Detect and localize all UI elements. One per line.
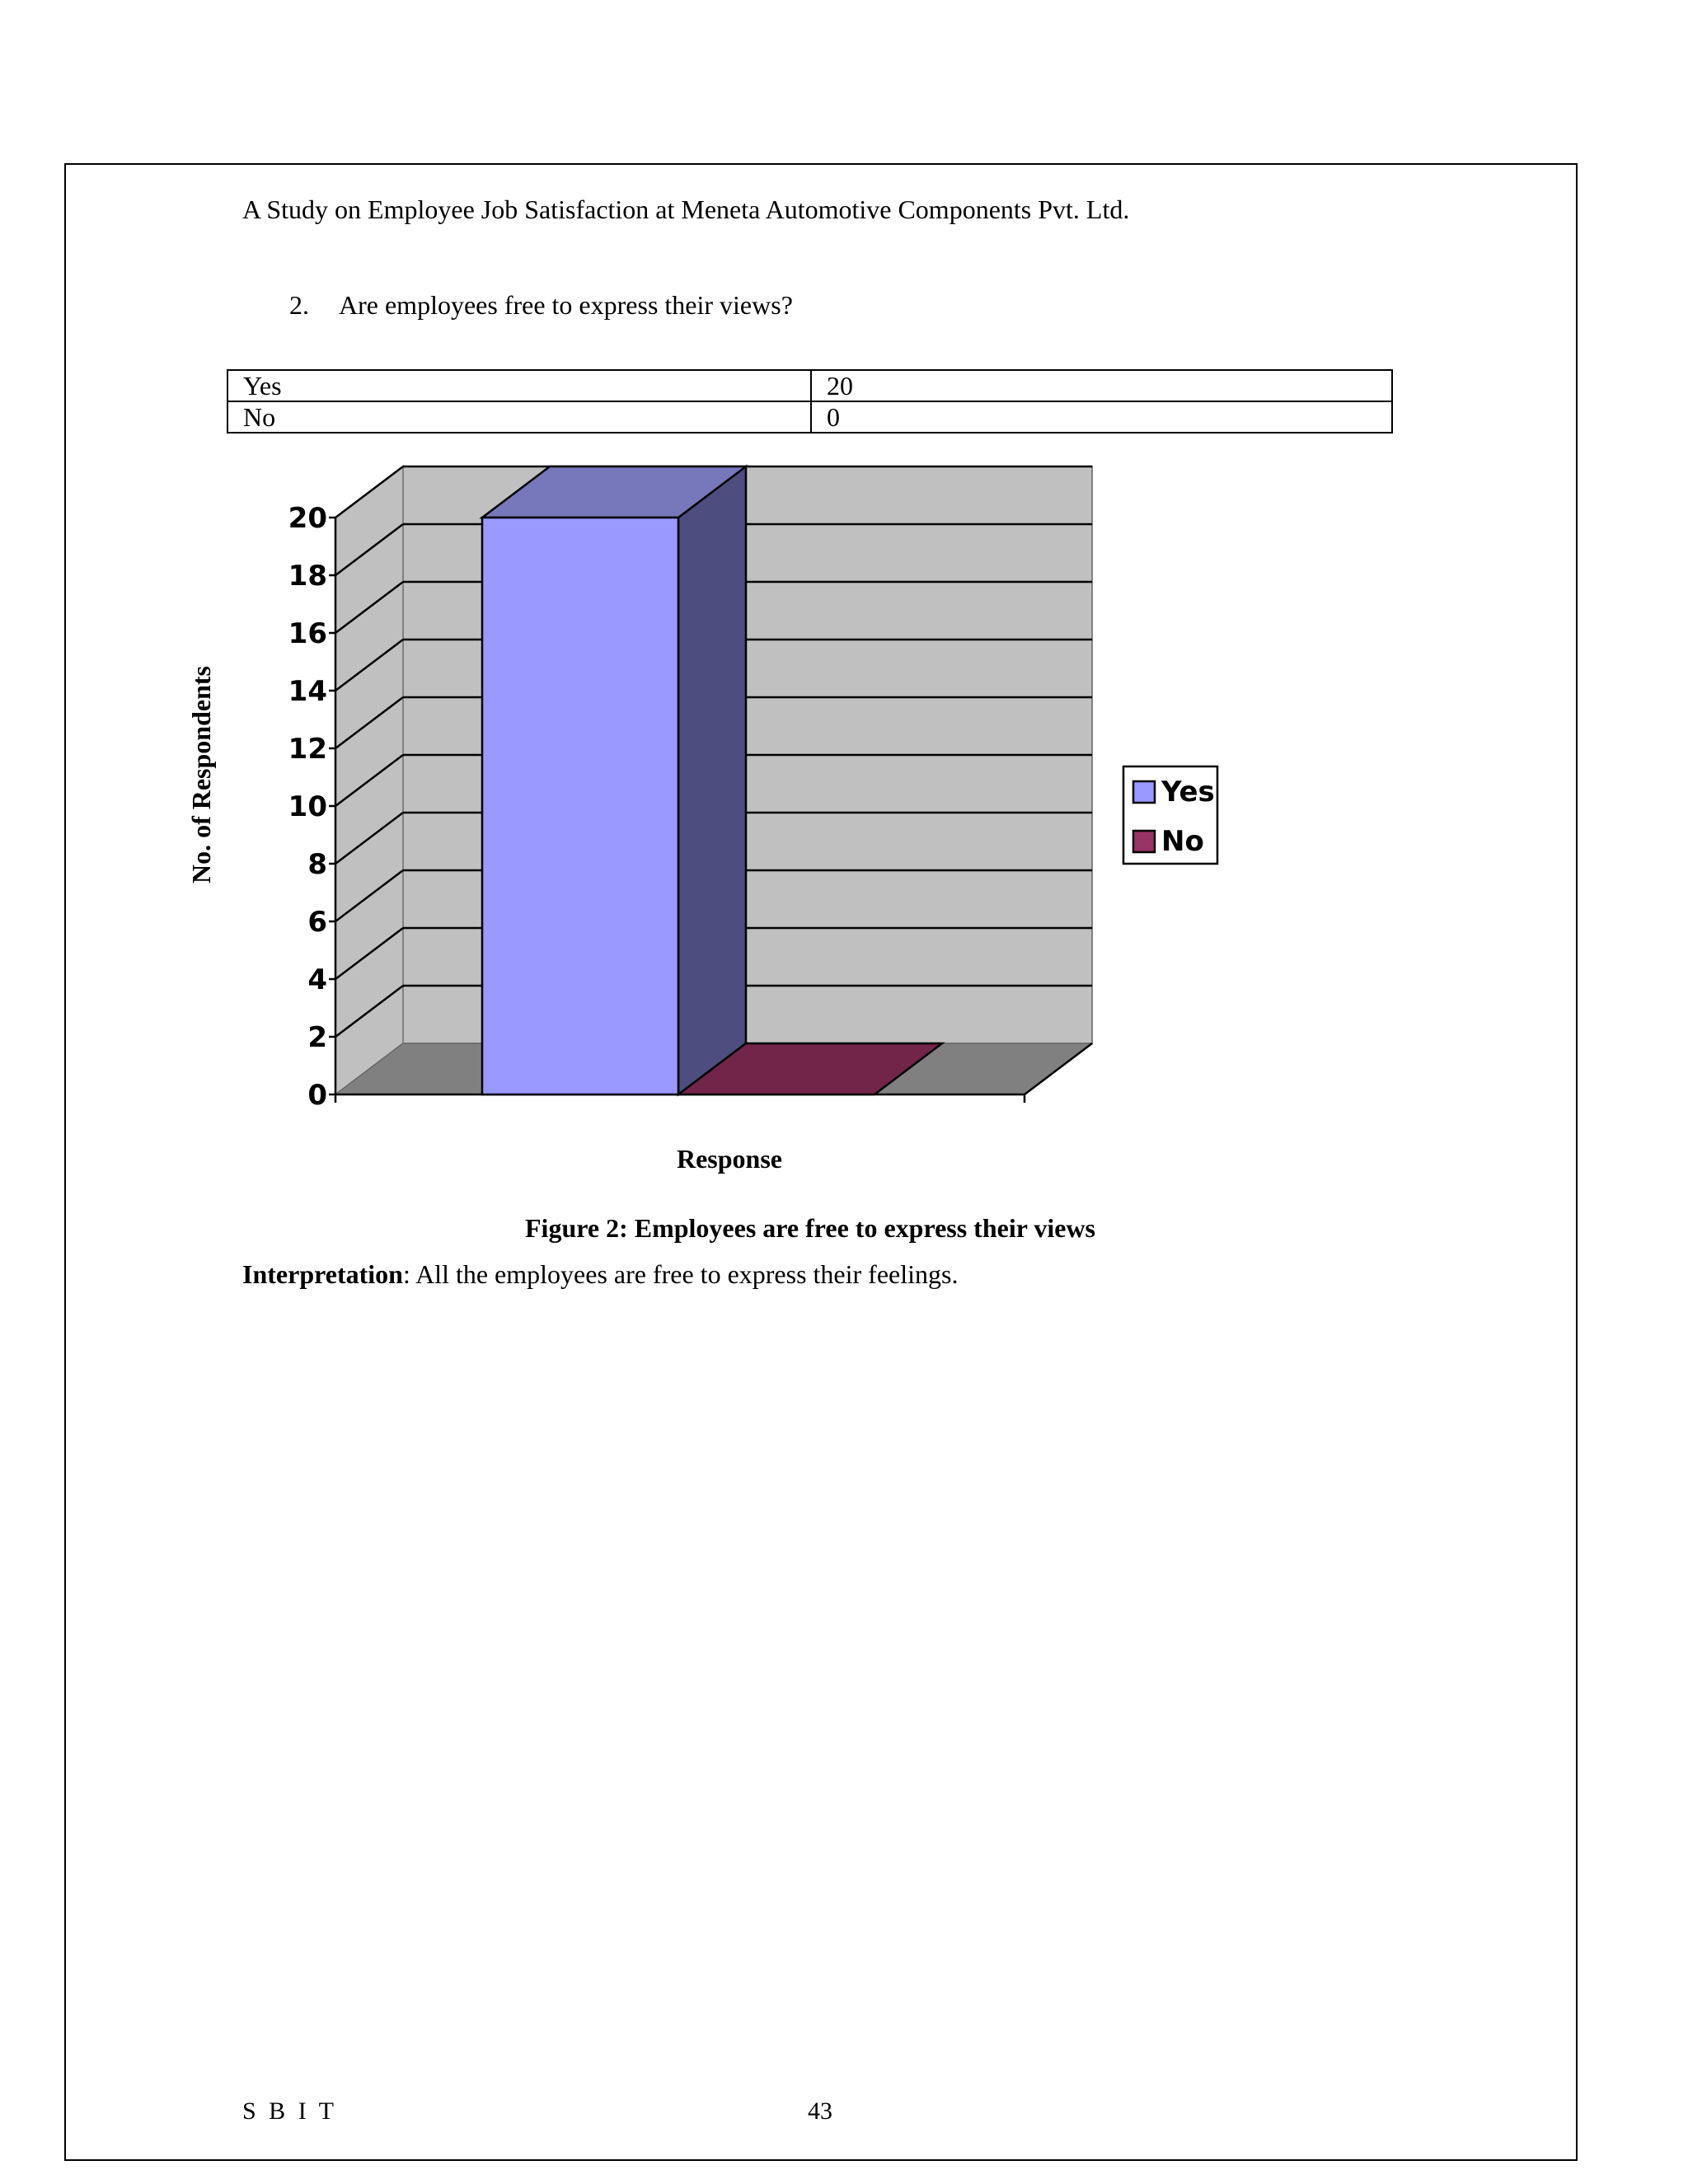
legend-label-no: No bbox=[1161, 825, 1204, 858]
question-number: 2. bbox=[289, 290, 309, 320]
page-number: 43 bbox=[808, 2097, 832, 2125]
legend-label-yes: Yes bbox=[1161, 776, 1215, 808]
response-table bbox=[227, 369, 1393, 434]
legend-swatch-yes bbox=[1133, 781, 1155, 803]
footer-institution: S B I T bbox=[242, 2097, 337, 2125]
bar-chart bbox=[177, 453, 1249, 1199]
y-tick-label: 20 bbox=[288, 502, 327, 535]
y-tick-label: 8 bbox=[307, 848, 327, 881]
y-tick-label: 18 bbox=[288, 560, 327, 593]
table-cell-value: 0 bbox=[811, 401, 1392, 433]
document-header: A Study on Employee Job Satisfaction at Meneta Automotive Components Pvt. Ltd. bbox=[242, 194, 1130, 224]
figure-caption: Figure 2: Employees are free to express their views bbox=[525, 1213, 1095, 1243]
x-axis-title: Response bbox=[676, 1144, 783, 1174]
interpretation bbox=[242, 1259, 958, 1290]
question-text: Are employees free to express their views? bbox=[339, 290, 793, 320]
y-tick-label: 14 bbox=[288, 675, 327, 708]
interpretation-label: Interpretation bbox=[242, 1259, 403, 1289]
table-cell-label: Yes bbox=[227, 370, 811, 401]
question bbox=[289, 290, 793, 321]
y-axis-title: No. of Respondents bbox=[186, 665, 216, 884]
y-tick-label: 4 bbox=[307, 963, 327, 996]
y-tick-label: 16 bbox=[288, 617, 327, 650]
table-cell-label: No bbox=[227, 401, 811, 433]
y-tick-label: 6 bbox=[307, 906, 327, 939]
table-row bbox=[227, 370, 1392, 401]
table-row bbox=[227, 401, 1392, 433]
bar-yes-side bbox=[678, 466, 746, 1094]
table-cell-value: 20 bbox=[811, 370, 1392, 401]
y-tick-label: 10 bbox=[288, 790, 327, 823]
bar-yes bbox=[482, 518, 678, 1094]
y-tick-label: 0 bbox=[307, 1079, 327, 1112]
y-tick-label: 2 bbox=[307, 1021, 327, 1054]
y-tick-label: 12 bbox=[288, 733, 327, 766]
interpretation-text: : All the employees are free to express their feelings. bbox=[402, 1259, 959, 1289]
legend-swatch-no bbox=[1133, 831, 1155, 852]
